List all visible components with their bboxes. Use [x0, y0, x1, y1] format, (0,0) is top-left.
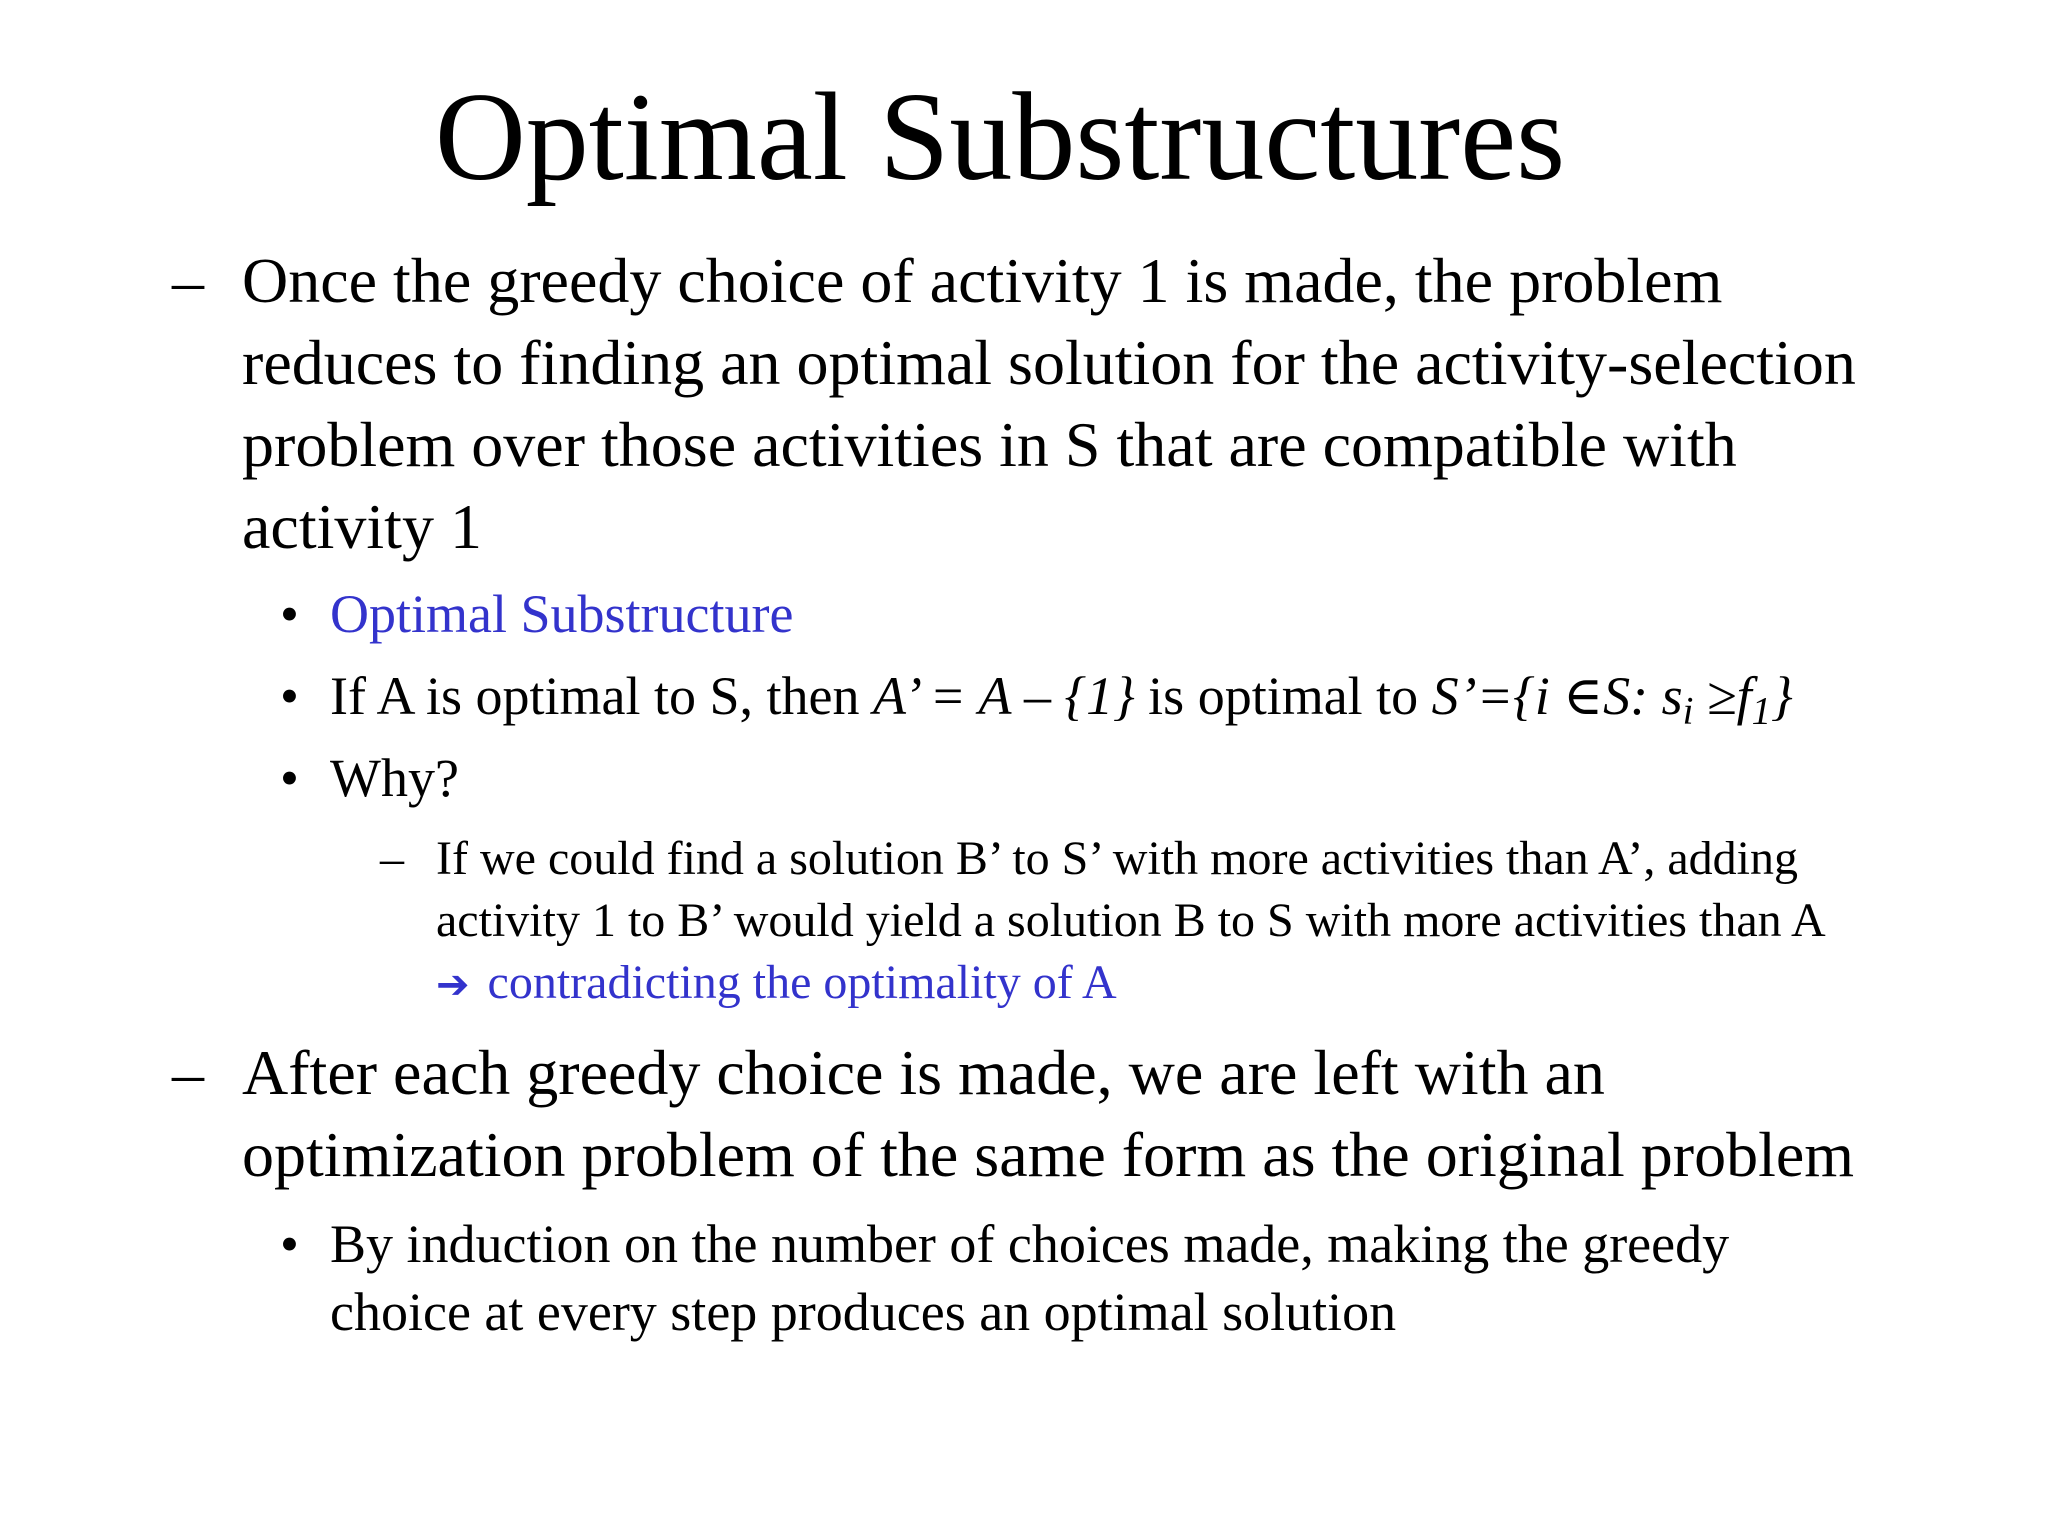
math-expression: }	[1771, 666, 1793, 726]
paragraph-line: optimization problem of the same form as the original problem	[242, 1119, 1855, 1190]
slide-title: Optimal Substructures	[434, 68, 1566, 207]
math-expression: A’ = A – {1}	[873, 666, 1135, 726]
statement-text: If A is optimal to S, then	[330, 666, 874, 726]
paragraph-line: After each greedy choice is made, we are left with an	[242, 1037, 1605, 1108]
dash-marker: –	[172, 1037, 204, 1108]
bullet-text: Why?	[330, 748, 459, 808]
bullet-marker: •	[280, 666, 299, 726]
bullet-marker: •	[280, 748, 299, 808]
statement-text: is optimal to	[1134, 666, 1432, 726]
dash-marker: –	[172, 245, 204, 316]
paragraph-line: By induction on the number of choices made, making the greedy	[330, 1214, 1730, 1274]
paragraph-line: problem over those activities in S that are compatible with	[242, 409, 1737, 480]
math-expression: ≥f	[1693, 666, 1752, 726]
paragraph-line: choice at every step produces an optimal solution	[330, 1282, 1397, 1342]
math-subscript: i	[1682, 689, 1694, 733]
conclusion-text: contradicting the optimality of A	[487, 956, 1117, 1009]
bullet-marker: •	[280, 1214, 299, 1274]
bullet-text: Optimal Substructure	[330, 584, 794, 644]
dash-marker: –	[380, 832, 404, 885]
right-arrow-icon: ➔	[436, 962, 470, 1008]
conclusion-line	[436, 952, 1826, 1016]
paragraph-line: reduces to finding an optimal solution for the activity-selection	[242, 327, 1856, 398]
math-expression: S’={i ∈S: s	[1431, 666, 1683, 726]
paragraph-line: Once the greedy choice of activity 1 is made, the problem	[242, 245, 1723, 316]
bullet-text	[330, 662, 1793, 733]
paragraph-line: activity 1	[242, 491, 482, 562]
paragraph-line: If we could find a solution B’ to S’ with more activities than A’, adding	[436, 832, 1798, 885]
paragraph-line: activity 1 to B’ would yield a solution B to S with more activities than A	[436, 894, 1826, 947]
bullet-marker: •	[280, 584, 299, 644]
math-subscript: 1	[1751, 689, 1772, 733]
